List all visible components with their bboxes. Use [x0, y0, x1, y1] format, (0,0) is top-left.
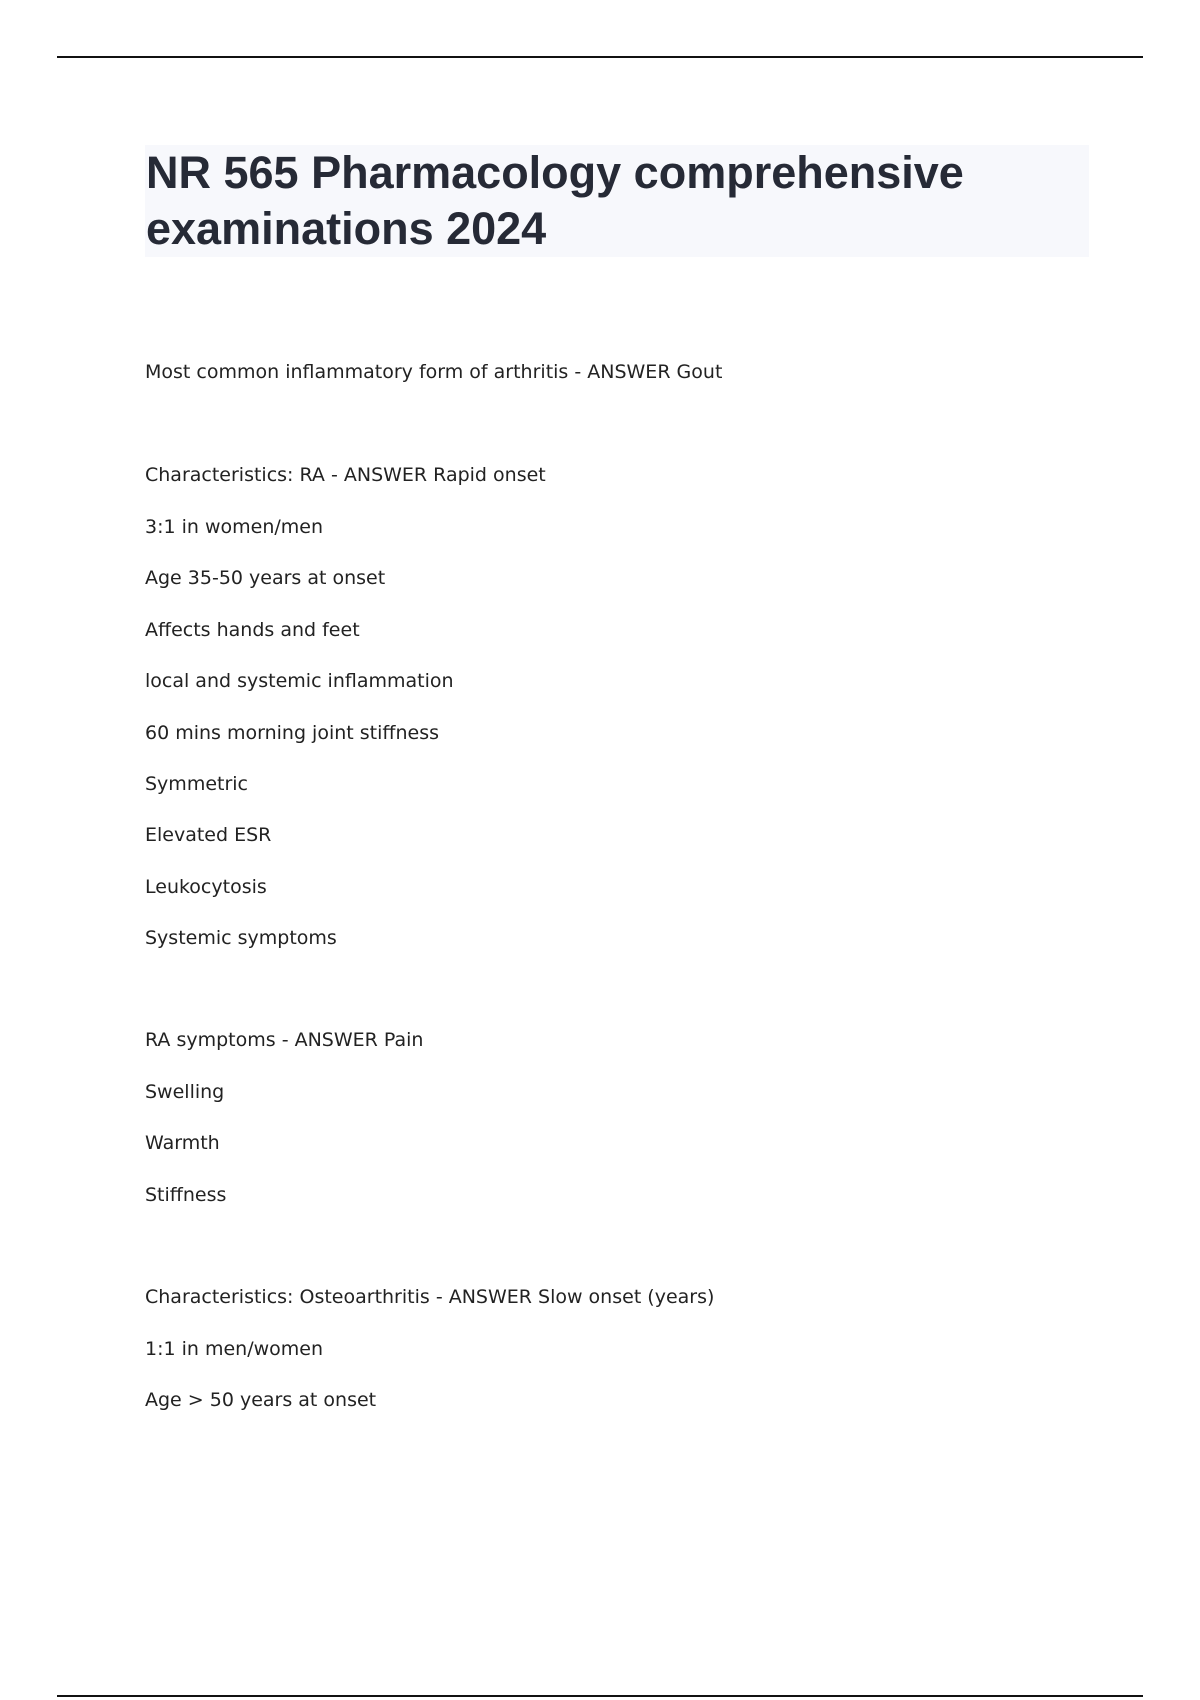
- bottom-rule: [57, 1695, 1143, 1697]
- qa-question-oa-characteristics: Characteristics: Osteoarthritis - ANSWER Slow onset (years): [145, 1286, 715, 1308]
- answer-line: 60 mins morning joint stiffness: [145, 722, 440, 744]
- answer-line: 3:1 in women/men: [145, 516, 324, 538]
- answer-line: Affects hands and feet: [145, 619, 360, 641]
- answer-line: local and systemic inflammation: [145, 670, 454, 692]
- answer-line: Swelling: [145, 1081, 225, 1103]
- qa-question-ra-symptoms: RA symptoms - ANSWER Pain: [145, 1029, 424, 1051]
- answer-line: Systemic symptoms: [145, 927, 337, 949]
- title-block: [145, 145, 1089, 257]
- answer-line: Age 35-50 years at onset: [145, 567, 386, 589]
- qa-question-gout: Most common inflammatory form of arthritis - ANSWER Gout: [145, 361, 723, 383]
- answer-line: 1:1 in men/women: [145, 1338, 324, 1360]
- answer-line: Stiffness: [145, 1184, 227, 1206]
- document-title: NR 565 Pharmacology comprehensive examinations 2024: [146, 147, 964, 254]
- qa-question-ra-characteristics: Characteristics: RA - ANSWER Rapid onset: [145, 464, 546, 486]
- answer-line: Leukocytosis: [145, 876, 267, 898]
- answer-line: Age > 50 years at onset: [145, 1389, 377, 1411]
- answer-line: Symmetric: [145, 773, 248, 795]
- answer-line: Elevated ESR: [145, 824, 272, 846]
- answer-line: Warmth: [145, 1132, 220, 1154]
- top-rule: [57, 56, 1143, 58]
